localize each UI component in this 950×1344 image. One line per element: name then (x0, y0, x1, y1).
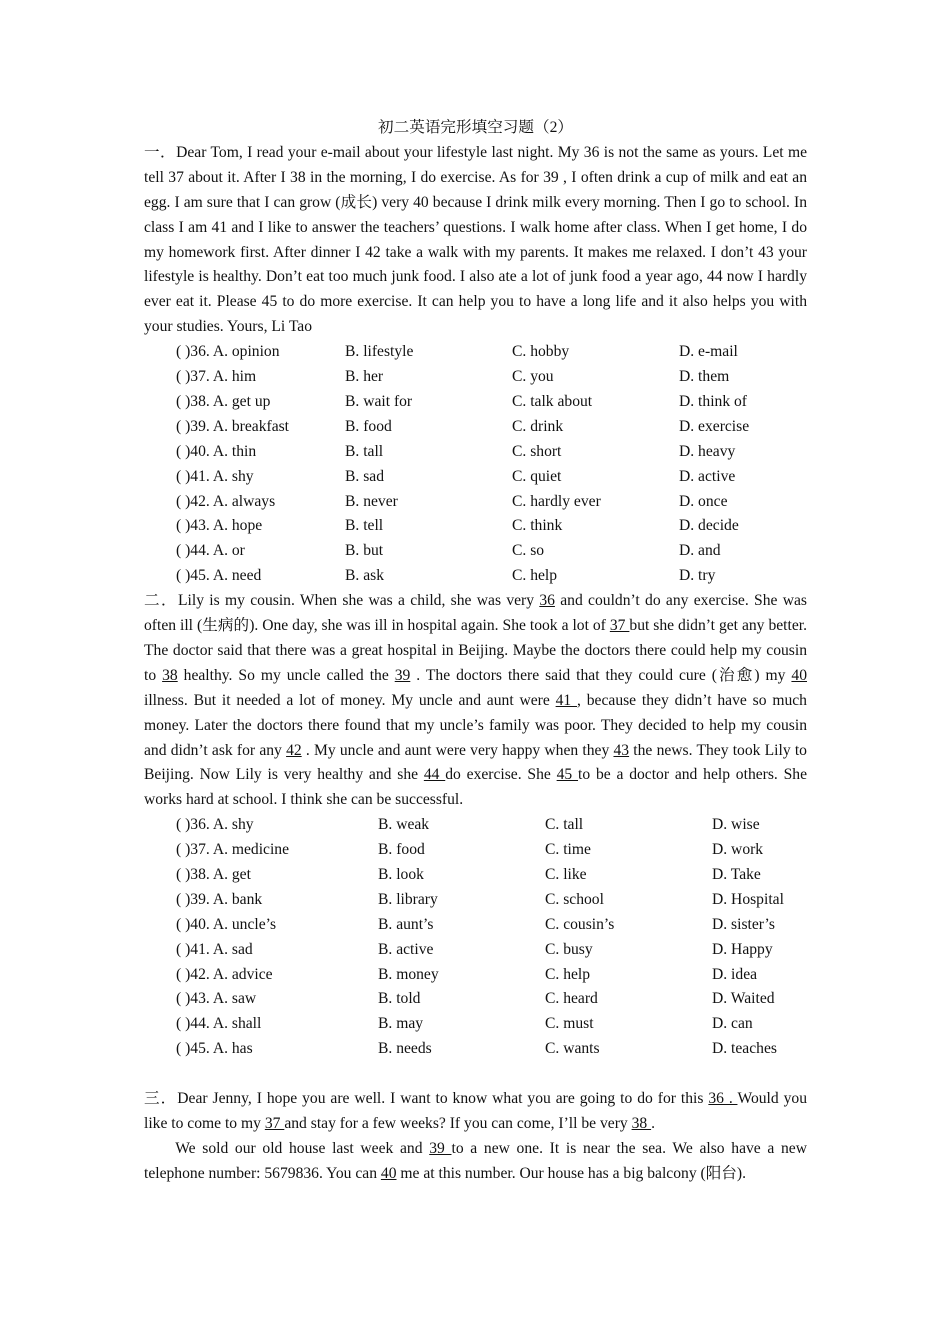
option-c: C. hardly ever (512, 492, 601, 510)
option-b: B. food (345, 417, 392, 435)
option-a: ( )43. A. hope (176, 517, 263, 535)
passage-text: Would you like to come to my (144, 1090, 807, 1132)
blank-number: 40 (791, 666, 808, 684)
option-b: B. lifestyle (345, 343, 414, 361)
passage-text: the news. They took Lily to Beijing. Now Lily is very healthy and she (144, 741, 807, 784)
option-d: D. Take (712, 866, 761, 883)
option-a: ( )38. A. get up (176, 392, 271, 410)
blank-number: 38 (631, 1114, 652, 1132)
option-d: D. work (712, 841, 764, 859)
option-row (144, 838, 807, 863)
section1-passage (144, 141, 807, 340)
section3-passage (144, 1087, 807, 1137)
option-row (144, 987, 807, 1012)
option-b: B. look (378, 866, 424, 883)
option-a: ( )44. A. shall (176, 1015, 262, 1033)
option-c: C. like (545, 866, 587, 883)
document-page (144, 116, 807, 1187)
option-row (144, 340, 807, 365)
passage-text: and couldn’t do any exercise. She was often ill (生病的). One day, she was ill in hospital again. She took a lot of (144, 592, 807, 634)
blank-number: 36 (539, 592, 555, 610)
option-c: C. quiet (512, 467, 562, 485)
option-d: D. idea (712, 965, 758, 983)
option-a: ( )37. A. medicine (176, 841, 290, 859)
option-c: C. cousin’s (545, 915, 615, 933)
option-d: D. try (679, 567, 716, 585)
option-a: ( )42. A. advice (176, 965, 273, 983)
blank-number: 37 (264, 1114, 285, 1132)
option-c: C. drink (512, 417, 564, 435)
option-a: ( )43. A. saw (176, 990, 257, 1008)
option-a: ( )44. A. or (176, 542, 245, 560)
blank-number: 38 (162, 666, 178, 684)
option-b: B. needs (378, 1040, 432, 1058)
section1-options (144, 340, 807, 589)
section2-options (144, 813, 807, 1062)
passage-text: me at this number. Our house has a big balcony (阳台). (396, 1164, 746, 1182)
option-c: C. school (545, 890, 604, 908)
option-d: D. them (679, 368, 730, 386)
blank-number: 39 (429, 1139, 452, 1157)
blank-number: 41 (555, 691, 578, 709)
option-c: C. you (512, 368, 554, 386)
blank-number: 44 (423, 766, 446, 784)
option-d: D. Hospital (712, 890, 784, 908)
option-row (144, 390, 807, 415)
option-b: B. sad (345, 467, 384, 485)
passage-text: but she didn’t get any better. The doctor said that there was a great hospital in Beijing. Maybe the doctors there could help my cousin to (144, 616, 807, 684)
option-c: C. think (512, 517, 563, 535)
option-d: D. once (679, 492, 728, 510)
passage-text: . My uncle and aunt were very happy when they (301, 741, 614, 759)
passage-text: 三．Dear Jenny, I hope you are well. I want to know what you are going to do for this (144, 1090, 709, 1108)
option-a: ( )39. A. breakfast (176, 417, 290, 435)
option-a: ( )42. A. always (176, 492, 276, 510)
passage-text: to a new one. It is near the sea. We also have a new telephone number: 5679836. You can (144, 1139, 807, 1182)
option-b: B. tall (345, 442, 384, 460)
option-row (144, 365, 807, 390)
option-d: D. Happy (712, 940, 773, 958)
option-d: D. and (679, 542, 721, 560)
option-d: D. think of (679, 392, 748, 410)
option-c: C. short (512, 442, 562, 460)
option-d: D. sister’s (712, 915, 775, 933)
option-row (144, 863, 807, 888)
option-d: D. Waited (712, 990, 775, 1008)
option-c: C. help (545, 965, 591, 983)
option-d: D. e-mail (679, 343, 738, 361)
passage-text: . The doctors there said that they could cure (治愈) my (410, 666, 792, 684)
page-title: 初二英语完形填空习题（2） (378, 119, 573, 136)
passage-text: We sold our old house last week and (175, 1139, 430, 1157)
option-d: D. wise (712, 816, 760, 834)
option-row (144, 938, 807, 963)
passage-text: and stay for a few weeks? If you can come, I’ll be very (284, 1114, 632, 1132)
section3-passage-continued (144, 1137, 807, 1187)
option-b: B. ask (345, 567, 384, 585)
option-d: D. teaches (712, 1040, 777, 1058)
option-c: C. heard (545, 990, 598, 1008)
option-b: B. library (378, 890, 438, 908)
option-row (144, 813, 807, 838)
option-b: B. but (345, 542, 384, 560)
blank-number: 43 (613, 741, 630, 759)
option-d: D. can (712, 1015, 753, 1033)
option-c: C. tall (545, 816, 584, 834)
option-c: C. time (545, 841, 591, 859)
option-b: B. weak (378, 816, 430, 834)
section2-passage (144, 589, 807, 813)
option-b: B. her (345, 368, 384, 386)
option-row (144, 913, 807, 938)
option-d: D. active (679, 467, 736, 485)
option-c: C. help (512, 567, 558, 585)
option-row (144, 539, 807, 564)
option-d: D. exercise (679, 417, 750, 435)
passage-text: healthy. So my uncle called the (177, 666, 395, 684)
option-d: D. decide (679, 517, 739, 535)
option-row (144, 490, 807, 515)
option-row (144, 1012, 807, 1037)
option-b: B. may (378, 1015, 424, 1033)
blank-number: 39 (394, 666, 411, 684)
blank-number: 40 (380, 1164, 397, 1182)
option-row (144, 564, 807, 589)
option-a: ( )40. A. thin (176, 442, 257, 460)
passage-text: 二．Lily is my cousin. When she was a child, she was very (144, 592, 540, 610)
option-a: ( )45. A. has (176, 1040, 253, 1058)
option-c: C. hobby (512, 343, 570, 361)
option-row (144, 440, 807, 465)
passage-text: to be a doctor and help others. She works hard at school. I think she can be successful. (144, 766, 808, 809)
passage-text: , because they didn’t have so much money. Later the doctors there found that my uncle’s family was poor. They decided to help my cousin and didn’t ask for any (144, 691, 807, 759)
blank-number: 36 . (708, 1090, 738, 1108)
passage-text: do exercise. She (445, 766, 557, 784)
option-row (144, 415, 807, 440)
option-row (144, 888, 807, 913)
option-a: ( )36. A. shy (176, 816, 254, 834)
option-a: ( )39. A. bank (176, 890, 263, 908)
option-b: B. told (378, 990, 421, 1008)
option-row (144, 1037, 807, 1062)
option-row (144, 465, 807, 490)
option-row (144, 514, 807, 539)
passage-text: 一．Dear Tom, I read your e-mail about your lifestyle last night. My 36 is not the same as yours. Let me tell 37 about it. After I 38 in the morning, I do exercise. As for 39 , I often drink a cup of milk and eat an egg. I am sure that I can grow (成长) very 40 because I drink milk every morning. Then I go to school. In class I am 41 and I like to answer the teachers’ questions. I walk home after class. When I get home, I do my homework first. After dinner I 42 take a walk with my parents. It makes me relaxed. I don’t 43 your lifestyle is healthy. Don’t eat too much junk food. I also ate a lot of junk food a year ago, 44 now I hardly ever eat it. Please 45 to do more exercise. It can help you to have a long life and it also helps you with your studies. Yours, Li Tao (144, 143, 807, 336)
option-a: ( )36. A. opinion (176, 343, 280, 361)
passage-text: illness. But it needed a lot of money. My uncle and aunt were (144, 691, 556, 709)
option-a: ( )41. A. sad (176, 940, 253, 958)
option-b: B. food (378, 841, 425, 859)
blank-number: 37 (609, 616, 630, 634)
option-c: C. wants (545, 1040, 600, 1058)
option-b: B. wait for (345, 392, 413, 410)
passage-text: . (651, 1114, 655, 1132)
option-a: ( )45. A. need (176, 567, 262, 585)
option-b: B. active (378, 940, 434, 958)
option-c: C. so (512, 542, 545, 560)
option-a: ( )41. A. shy (176, 467, 254, 485)
blank-number: 42 (286, 741, 302, 759)
option-row (144, 963, 807, 988)
option-a: ( )38. A. get (176, 866, 251, 883)
option-a: ( )37. A. him (176, 368, 257, 386)
option-a: ( )40. A. uncle’s (176, 915, 277, 933)
option-c: C. must (545, 1015, 594, 1033)
option-b: B. aunt’s (378, 915, 434, 933)
option-c: C. busy (545, 940, 593, 958)
option-b: B. tell (345, 517, 384, 535)
option-c: C. talk about (512, 392, 593, 410)
option-b: B. money (378, 965, 439, 983)
option-b: B. never (345, 492, 398, 510)
option-d: D. heavy (679, 442, 736, 460)
section-gap (144, 1062, 807, 1087)
blank-number: 45 (556, 766, 579, 784)
